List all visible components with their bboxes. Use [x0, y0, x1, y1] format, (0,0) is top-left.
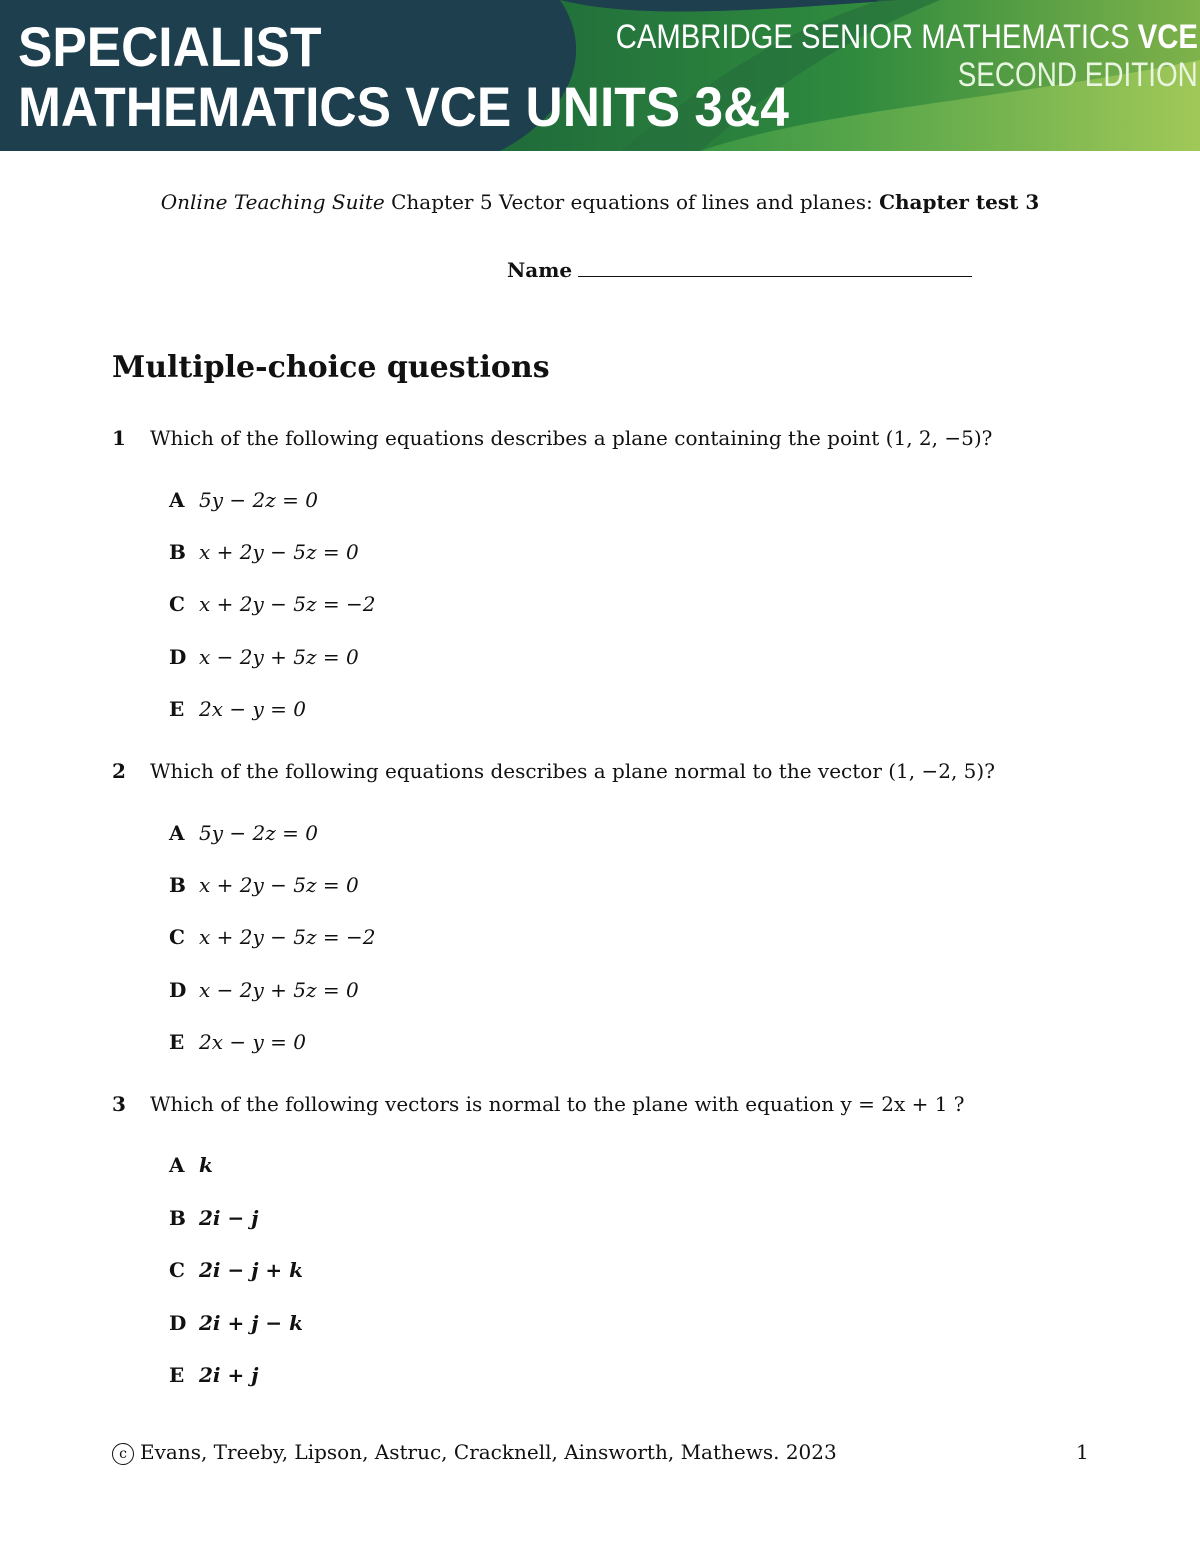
banner-title-line1: SPECIALIST — [18, 15, 322, 78]
option-label: B — [169, 540, 186, 564]
question-3 — [112, 1092, 965, 1116]
test-name: Chapter test 3 — [879, 190, 1040, 214]
question-2 — [112, 759, 995, 783]
q3-option-d[interactable] — [169, 1311, 303, 1335]
q1-option-a[interactable] — [169, 488, 318, 512]
option-text: 2i + j — [199, 1363, 259, 1387]
option-label: A — [169, 821, 185, 845]
option-label: B — [169, 1206, 186, 1230]
banner-title-line2: MATHEMATICS VCE UNITS 3&4 — [18, 75, 789, 138]
option-text: x − 2y + 5z = 0 — [199, 645, 359, 669]
question-number: 2 — [112, 759, 126, 783]
series-name-bold: VCE — [1137, 18, 1198, 56]
question-text: Which of the following equations describes a plane containing the point (1, 2, −5)? — [150, 426, 993, 450]
option-label: B — [169, 873, 186, 897]
question-1 — [112, 426, 992, 450]
q3-option-a[interactable] — [169, 1153, 213, 1177]
question-number: 3 — [112, 1092, 126, 1116]
option-label: C — [169, 1258, 185, 1282]
q1-option-b[interactable] — [169, 540, 359, 564]
option-text: 2i + j − k — [199, 1311, 303, 1335]
option-label: D — [169, 645, 187, 669]
question-text: Which of the following vectors is normal to the plane with equation y = 2x + 1 ? — [150, 1092, 965, 1116]
name-field — [507, 258, 972, 282]
option-text: x + 2y − 5z = −2 — [199, 925, 376, 949]
q1-option-e[interactable] — [169, 697, 306, 721]
question-number: 1 — [112, 426, 126, 450]
option-label: E — [169, 1030, 185, 1054]
option-label: C — [169, 925, 185, 949]
page-number: 1 — [1076, 1440, 1089, 1464]
q2-option-d[interactable] — [169, 978, 359, 1002]
option-label: C — [169, 592, 185, 616]
document-subtitle — [0, 190, 1200, 214]
series-name-prefix: CAMBRIDGE SENIOR MATHEMATICS — [615, 18, 1138, 56]
option-text: k — [199, 1153, 213, 1177]
header-banner — [0, 0, 1200, 151]
option-label: D — [169, 1311, 187, 1335]
edition-label: SECOND EDITION — [957, 56, 1198, 94]
option-text: 5y − 2z = 0 — [199, 821, 318, 845]
q2-option-e[interactable] — [169, 1030, 306, 1054]
section-heading: Multiple-choice questions — [112, 350, 550, 385]
option-text: 2x − y = 0 — [199, 1030, 306, 1054]
q3-option-c[interactable] — [169, 1258, 303, 1282]
series-name — [616, 18, 1198, 57]
footer-copyright — [112, 1440, 837, 1465]
suite-name: Online Teaching Suite — [160, 190, 385, 214]
option-text: x − 2y + 5z = 0 — [199, 978, 359, 1002]
option-text: 2i − j + k — [199, 1258, 303, 1282]
option-label: D — [169, 978, 187, 1002]
option-label: A — [169, 488, 185, 512]
option-label: A — [169, 1153, 185, 1177]
question-text: Which of the following equations describes a plane normal to the vector (1, −2, 5)? — [150, 759, 995, 783]
option-text: 5y − 2z = 0 — [199, 488, 318, 512]
q2-option-b[interactable] — [169, 873, 359, 897]
q3-option-e[interactable] — [169, 1363, 258, 1387]
option-text: x + 2y − 5z = 0 — [199, 540, 359, 564]
option-label: E — [169, 1363, 185, 1387]
option-text: x + 2y − 5z = 0 — [199, 873, 359, 897]
name-blank-line[interactable] — [578, 258, 972, 277]
q1-option-d[interactable] — [169, 645, 359, 669]
q2-option-c[interactable] — [169, 925, 375, 949]
q1-option-c[interactable] — [169, 592, 375, 616]
name-label: Name — [507, 258, 573, 282]
chapter-title: Chapter 5 Vector equations of lines and planes: — [384, 190, 880, 214]
option-text: x + 2y − 5z = −2 — [199, 592, 376, 616]
copyright-icon: c — [112, 1443, 134, 1465]
copyright-text: Evans, Treeby, Lipson, Astruc, Cracknell, Ainsworth, Mathews. 2023 — [140, 1440, 837, 1464]
q3-option-b[interactable] — [169, 1206, 258, 1230]
option-text: 2x − y = 0 — [199, 697, 306, 721]
option-text: 2i − j — [199, 1206, 259, 1230]
q2-option-a[interactable] — [169, 821, 318, 845]
option-label: E — [169, 697, 185, 721]
